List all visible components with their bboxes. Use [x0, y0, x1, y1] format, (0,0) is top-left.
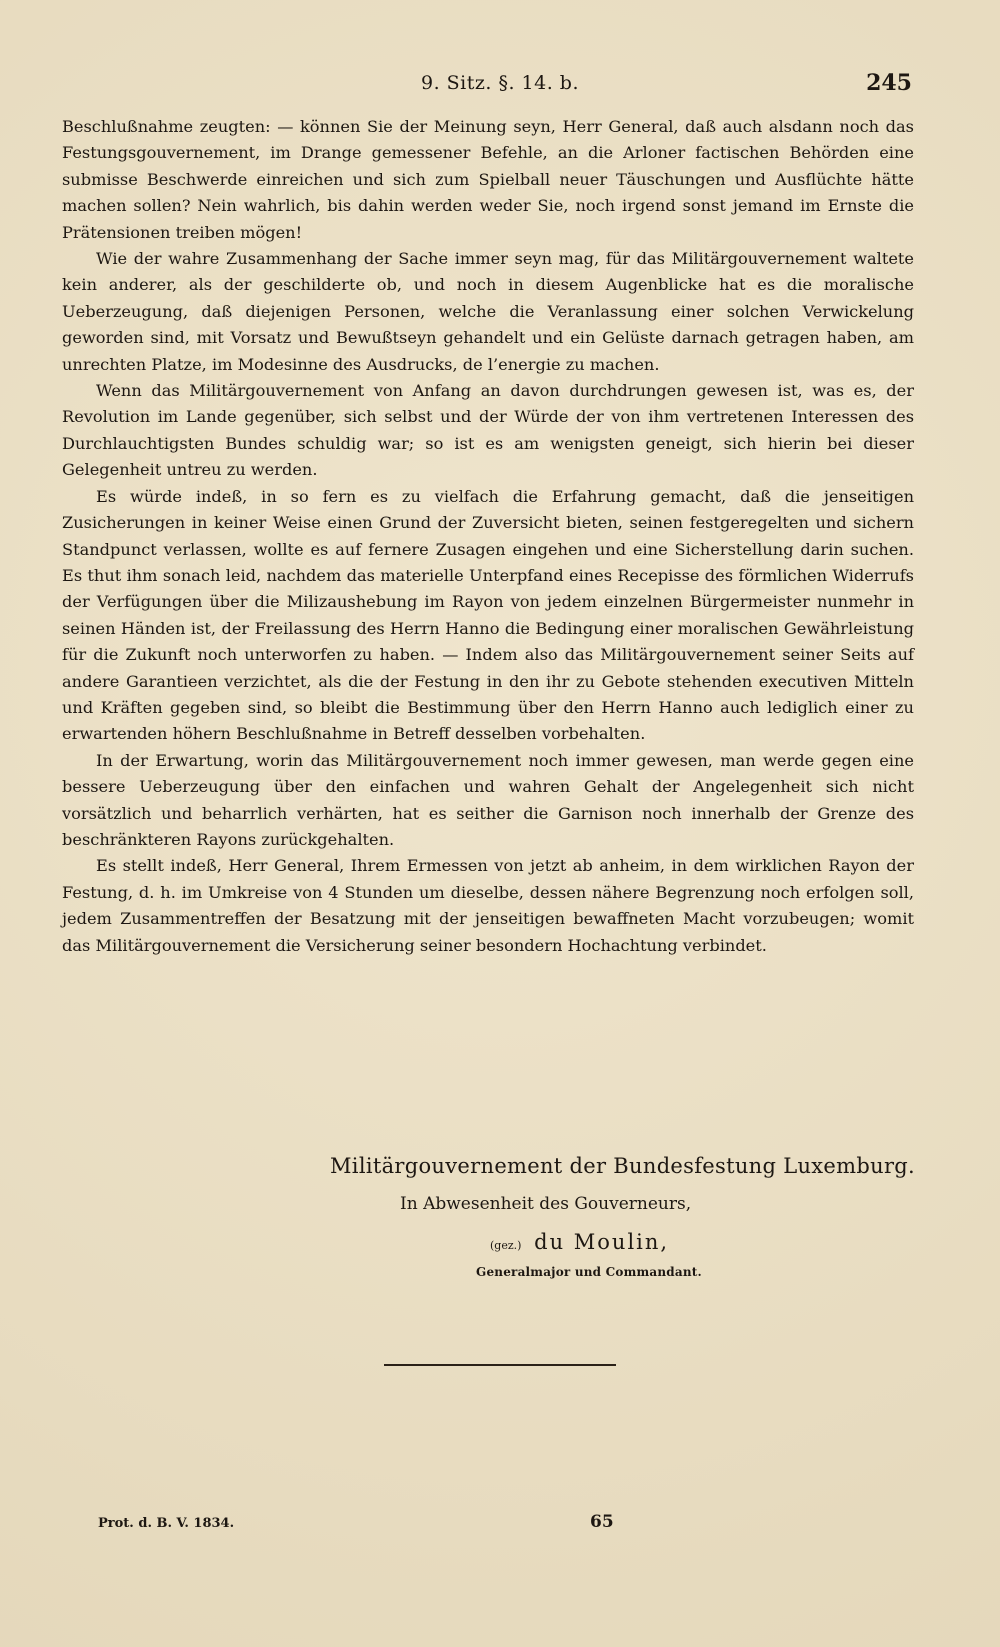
separator-rule [384, 1364, 616, 1366]
paragraph-5: In der Erwartung, worin das Militärgouvernement noch immer gewesen, man werde gegen eine bessere Ueberzeugung über den einfachen und wahren Gehalt der Angelegenheit sich nicht vorsätzlich und beharrlich verhärten, hat es seither die Garnison noch innerhalb der Grenze des beschränkteren Rayons zurückgehalten. [62, 750, 914, 849]
page-header [0, 70, 1000, 110]
signature-absence-note: In Abwesenheit des Gouverneurs, [400, 1194, 692, 1214]
signature-name: du Moulin, [534, 1230, 670, 1254]
body-text [62, 114, 914, 959]
page-number: 245 [866, 70, 912, 96]
paragraph-2: Wie der wahre Zusammenhang der Sache immer seyn mag, für das Militärgouvernement waltete kein anderer, als der geschilderte ob, und noch in diesem Augenblicke hat es die moralische Ueberzeugung, daß diejenigen Personen, welche die Veranlassung einer solchen Verwickelung geworden sind, mit Vorsatz und Bewußtseyn gehandelt und ein Gelüste darnach getragen haben, am unrechten Platze, im Modesinne des Ausdrucks, de l’energie zu machen. [62, 249, 914, 374]
running-head: 9. Sitz. §. 14. b. [420, 72, 580, 94]
footer-signature-mark: Prot. d. B. V. 1834. [98, 1516, 235, 1531]
signature-rank: Generalmajor und Commandant. [476, 1265, 702, 1279]
signature-name-line [490, 1230, 669, 1254]
footer-sheet-number: 65 [590, 1512, 614, 1532]
paragraph-6: Es stellt indeß, Herr General, Ihrem Ermessen von jetzt ab anheim, in dem wirklichen Rayon der Festung, d. h. im Umkreise von 4 Stunden um dieselbe, dessen nähere Begrenzung noch erfolgen soll, jedem Zusammentreffen der Besatzung mit der jenseitigen bewaffneten Macht vorzubeugen; womit das Militärgouvernement die Versicherung seiner besondern Hochachtung verbindet. [62, 856, 914, 955]
signature-organization: Militärgouvernement der Bundesfestung Luxemburg. [330, 1154, 915, 1178]
paragraph-4: Es würde indeß, in so fern es zu vielfach die Erfahrung gemacht, daß die jenseitigen Zusicherungen in keiner Weise einen Grund der Zuversicht bieten, seinen festgeregelten und sichern Standpunct verlassen, wollte es auf fernere Zusagen eingehen und eine Sicherstellung darin suchen. Es thut ihm sonach leid, nachdem das materielle Unterpfand eines Recepisse des förmlichen Widerrufs der Verfügungen über die Milizaushebung im Rayon von jedem einzelnen Bürgermeister nunmehr in seinen Händen ist, der Freilassung des Herrn Hanno die Bedingung einer moralischen Gewährleistung für die Zukunft noch unterworfen zu haben. — Indem also das Militärgouvernement seiner Seits auf andere Garantieen verzichtet, als die der Festung in den ihr zu Gebote stehenden executiven Mitteln und Kräften gegeben sind, so bleibt die Bestimmung über den Herrn Hanno auch lediglich einer zu erwartenden höhern Beschlußnahme in Betreff desselben vorbehalten. [62, 486, 914, 744]
paragraph-3: Wenn das Militärgouvernement von Anfang an davon durchdrungen gewesen ist, was es, der Revolution im Lande gegenüber, sich selbst und der Würde der von ihm vertretenen Interessen des Durchlauchtigsten Bundes schuldig war; so ist es am wenigsten geneigt, sich hierin bei dieser Gelegenheit untreu zu werden. [62, 381, 914, 480]
signature-gez-abbrev: (gez.) [490, 1239, 522, 1252]
paragraph-1: Beschlußnahme zeugten: — können Sie der Meinung seyn, Herr General, daß auch alsdann noch das Festungsgouvernement, im Drange gemessener Befehle, an die Arloner factischen Behörden eine submisse Beschwerde einreichen und sich zum Spielball neuer Täuschungen und Ausflüchte hätte machen sollen? Nein wahrlich, bis dahin werden weder Sie, noch irgend sonst jemand im Ernste die Prätensionen treiben mögen! [62, 117, 914, 242]
